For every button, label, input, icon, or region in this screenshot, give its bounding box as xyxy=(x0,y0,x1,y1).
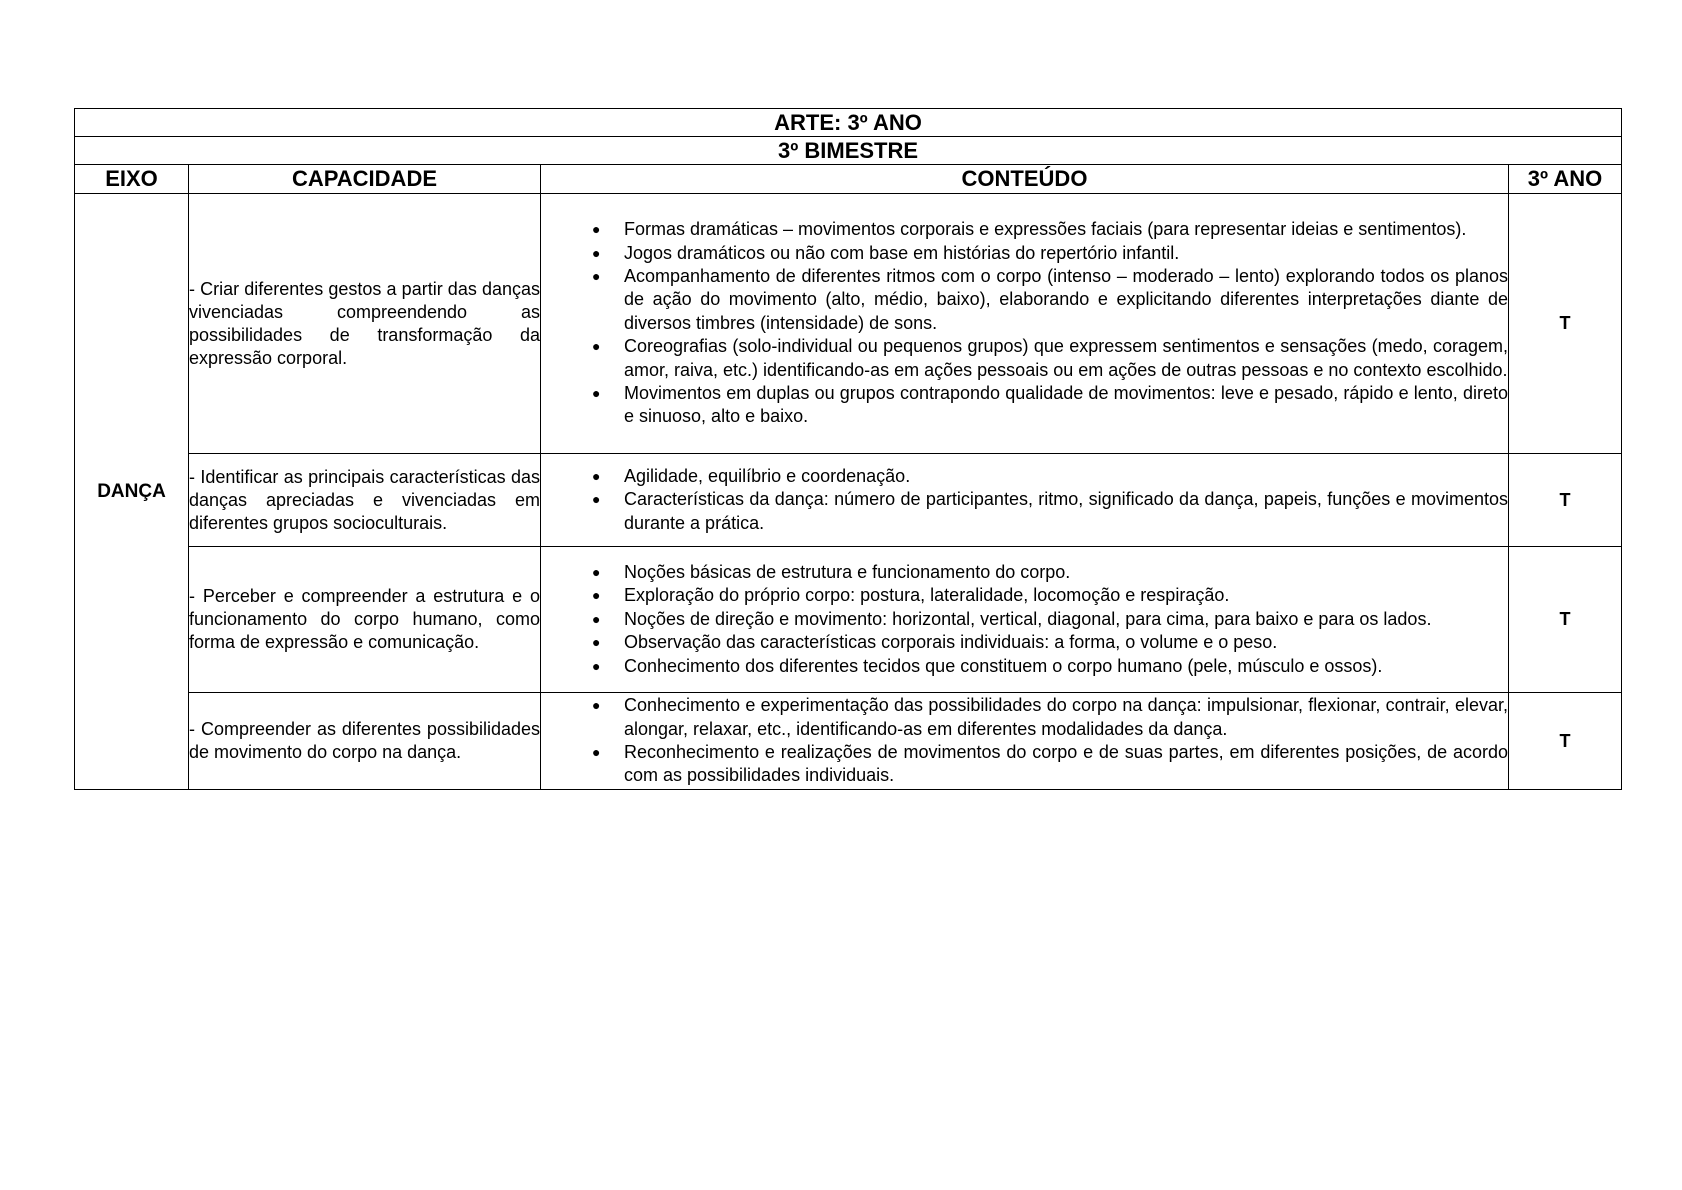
list-item xyxy=(592,631,1508,654)
list-item xyxy=(592,335,1508,382)
table-subtitle: 3º BIMESTRE xyxy=(75,137,1622,165)
list-item-text: Exploração do próprio corpo: postura, lateralidade, locomoção e respiração. xyxy=(624,585,1230,606)
subtitle-row xyxy=(75,137,1622,165)
capacidade-cell: - Identificar as principais características das danças apreciadas e vivenciadas em diferentes grupos socioculturais. xyxy=(189,454,541,547)
bullet-icon: ● xyxy=(592,221,601,238)
list-item-text: Jogos dramáticos ou não com base em histórias do repertório infantil. xyxy=(624,242,1180,263)
list-item xyxy=(592,242,1508,265)
bullet-icon: ● xyxy=(592,467,601,484)
list-item-text: Características da dança: número de participantes, ritmo, significado da dança, papeis, funções e movimentos durante a prática. xyxy=(624,489,1508,533)
header-conteudo: CONTEÚDO xyxy=(541,165,1509,194)
list-item xyxy=(592,608,1508,631)
list-item xyxy=(592,741,1508,788)
list-item-text: Reconhecimento e realizações de movimentos do corpo e de suas partes, em diferentes posições, de acordo com as possibilidades individuais. xyxy=(624,742,1508,786)
header-ano: 3º ANO xyxy=(1509,165,1622,194)
conteudo-cell xyxy=(541,693,1509,790)
list-item-text: Movimentos em duplas ou grupos contrapondo qualidade de movimentos: leve e pesado, rápido e lento, direto e sinuoso, alto e baixo. xyxy=(624,383,1508,427)
bullet-icon: ● xyxy=(592,563,601,580)
ano-mark: T xyxy=(1509,547,1622,693)
eixo-cell: DANÇA xyxy=(75,194,189,790)
header-row xyxy=(75,165,1622,194)
conteudo-list xyxy=(541,561,1508,678)
table-title: ARTE: 3º ANO xyxy=(75,109,1622,137)
bullet-icon: ● xyxy=(592,244,601,261)
title-row xyxy=(75,109,1622,137)
list-item xyxy=(592,655,1508,678)
bullet-icon: ● xyxy=(592,697,601,714)
ano-mark: T xyxy=(1509,194,1622,454)
header-eixo: EIXO xyxy=(75,165,189,194)
capacidade-cell: - Perceber e compreender a estrutura e o funcionamento do corpo humano, como forma de expressão e comunicação. xyxy=(189,547,541,693)
bullet-icon: ● xyxy=(592,744,601,760)
bullet-icon: ● xyxy=(592,657,601,674)
list-item-text: Noções básicas de estrutura e funcionamento do corpo. xyxy=(624,561,1071,582)
table-row xyxy=(75,194,1622,454)
list-item xyxy=(592,465,1508,488)
list-item-text: Conhecimento e experimentação das possibilidades do corpo na dança: impulsionar, flexionar, contrair, elevar, alongar, relaxar, etc., identificando-as em diferentes modalidades da dança. xyxy=(624,695,1508,739)
bullet-icon: ● xyxy=(592,338,601,355)
table-row xyxy=(75,547,1622,693)
list-item xyxy=(592,265,1508,335)
bullet-icon: ● xyxy=(592,587,601,604)
table-row xyxy=(75,454,1622,547)
conteudo-list xyxy=(541,465,1508,535)
capacidade-cell: - Compreender as diferentes possibilidades de movimento do corpo na dança. xyxy=(189,693,541,790)
table-row xyxy=(75,693,1622,790)
list-item xyxy=(592,382,1508,429)
list-item-text: Noções de direção e movimento: horizontal, vertical, diagonal, para cima, para baixo e para os lados. xyxy=(624,608,1432,629)
list-item-text: Formas dramáticas – movimentos corporais e expressões faciais (para representar ideias e sentimentos). xyxy=(624,219,1467,240)
conteudo-cell xyxy=(541,194,1509,454)
bullet-icon: ● xyxy=(592,634,601,651)
conteudo-list xyxy=(541,218,1508,429)
list-item xyxy=(592,218,1508,241)
conteudo-cell xyxy=(541,547,1509,693)
header-capacidade: CAPACIDADE xyxy=(189,165,541,194)
conteudo-cell xyxy=(541,454,1509,547)
list-item xyxy=(592,694,1508,741)
conteudo-list xyxy=(541,694,1508,788)
list-item-text: Coreografias (solo-individual ou pequenos grupos) que expressem sentimentos e sensações (medo, coragem, amor, raiva, etc.) identificando-as em ações pessoais ou em ações de outras pessoas e no contexto escolhido. xyxy=(624,336,1508,380)
capacidade-cell: - Criar diferentes gestos a partir das danças vivenciadas compreendendo as possibilidades de transformação da expressão corporal. xyxy=(189,194,541,454)
list-item xyxy=(592,488,1508,535)
curriculum-table xyxy=(74,108,1622,790)
bullet-icon: ● xyxy=(592,610,601,627)
list-item-text: Observação das características corporais individuais: a forma, o volume e o peso. xyxy=(624,632,1278,653)
list-item-text: Conhecimento dos diferentes tecidos que constituem o corpo humano (pele, músculo e ossos). xyxy=(624,655,1383,676)
bullet-icon: ● xyxy=(592,491,601,508)
bullet-icon: ● xyxy=(592,267,601,284)
list-item xyxy=(592,561,1508,584)
list-item-text: Agilidade, equilíbrio e coordenação. xyxy=(624,465,911,486)
list-item xyxy=(592,584,1508,607)
bullet-icon: ● xyxy=(592,385,601,402)
ano-mark: T xyxy=(1509,693,1622,790)
list-item-text: Acompanhamento de diferentes ritmos com o corpo (intenso – moderado – lento) explorando todos os planos de ação do movimento (alto, médio, baixo), elaborando e explicitando diferentes interpretações diante de diversos timbres (intensidade) de sons. xyxy=(624,265,1508,333)
ano-mark: T xyxy=(1509,454,1622,547)
